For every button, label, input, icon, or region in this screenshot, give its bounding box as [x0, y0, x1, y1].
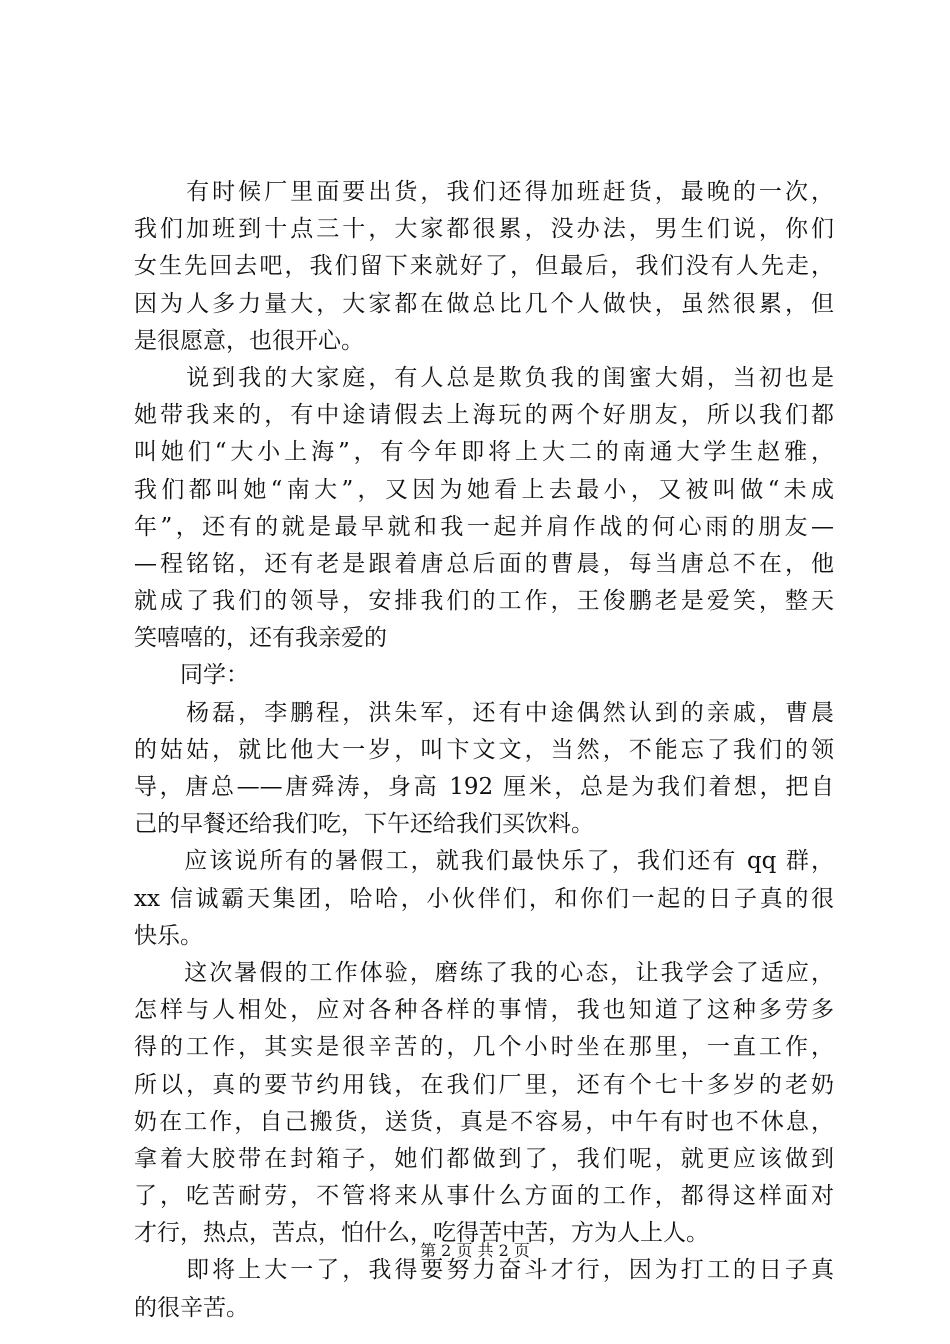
text-line: 有时候厂里面要出货，我们还得加班赶货，最晚的一次，	[134, 179, 834, 205]
text-line: 的姑姑，就比他大一岁，叫卞文文，当然，不能忘了我们的领	[134, 736, 834, 763]
text-line: 年”，还有的就是最早就和我一起并肩作战的何心雨的朋友—	[134, 513, 834, 540]
text-line: —程铭铭，还有老是跟着唐总后面的曹晨，每当唐总不在，他	[134, 550, 834, 577]
text-line: 她带我来的，有中途请假去上海玩的两个好朋友，所以我们都	[134, 402, 834, 429]
text-line: 快乐。	[134, 922, 203, 949]
text-line: 是很愿意，也很开心。	[134, 327, 364, 354]
text-line: 因为人多力量大，大家都在做总比几个人做快，虽然很累，但	[134, 290, 834, 317]
text-line: 才行，热点，苦点，怕什么，吃得苦中苦，方为人上人。	[134, 1220, 709, 1247]
page-footer: 第 2 页 共 2 页	[420, 1241, 530, 1260]
text-line: 杨磊，李鹏程，洪朱军，还有中途偶然认到的亲戚，曹晨	[134, 699, 834, 726]
text-line: 奶在工作，自己搬货，送货，真是不容易，中午有时也不休息，	[134, 1108, 834, 1135]
text-line: 所以，真的要节约用钱，在我们厂里，还有个七十多岁的老奶	[134, 1071, 834, 1098]
text-line: 叫她们“大小上海”，有今年即将上大二的南通大学生赵雅，	[134, 439, 834, 466]
document-body	[134, 174, 834, 1327]
text-line: 拿着大胶带在封箱子，她们都做到了，我们呢，就更应该做到	[134, 1145, 834, 1172]
text-line: 得的工作，其实是很辛苦的，几个小时坐在那里，一直工作，	[134, 1034, 834, 1061]
text-line: 就成了我们的领导，安排我们的工作，王俊鹏老是爱笑，整天	[134, 588, 834, 615]
text-line: 即将上大一了，我得要努力奋斗才行，因为打工的日子真	[134, 1257, 834, 1284]
text-line: xx 信诚霸天集团，哈哈，小伙伴们，和你们一起的日子真的很	[134, 885, 834, 912]
text-line: 我们加班到十点三十，大家都很累，没办法，男生们说，你们	[134, 216, 834, 243]
text-line: 应该说所有的暑假工，就我们最快乐了，我们还有 qq 群，	[134, 848, 834, 875]
text-line: 女生先回去吧，我们留下来就好了，但最后，我们没有人先走，	[134, 253, 834, 280]
text-line: 笑嘻嘻的，还有我亲爱的	[134, 625, 387, 652]
text-line: 怎样与人相处，应对各种各样的事情，我也知道了这种多劳多	[134, 997, 834, 1024]
text-line: 了，吃苦耐劳，不管将来从事什么方面的工作，都得这样面对	[134, 1183, 834, 1210]
text-line: 导，唐总——唐舜涛，身高 192 厘米，总是为我们着想，把自	[134, 774, 834, 800]
text-line: 己的早餐还给我们吃，下午还给我们买饮料。	[134, 811, 594, 838]
text-line: 的很辛苦。	[134, 1294, 249, 1321]
text-line: 说到我的大家庭，有人总是欺负我的闺蜜大娟，当初也是	[134, 364, 834, 391]
text-line: 同学：	[134, 662, 249, 689]
text-line: 我们都叫她“南大”，又因为她看上去最小，又被叫做“未成	[134, 476, 834, 503]
text-line: 这次暑假的工作体验，磨练了我的心态，让我学会了适应，	[134, 959, 834, 986]
